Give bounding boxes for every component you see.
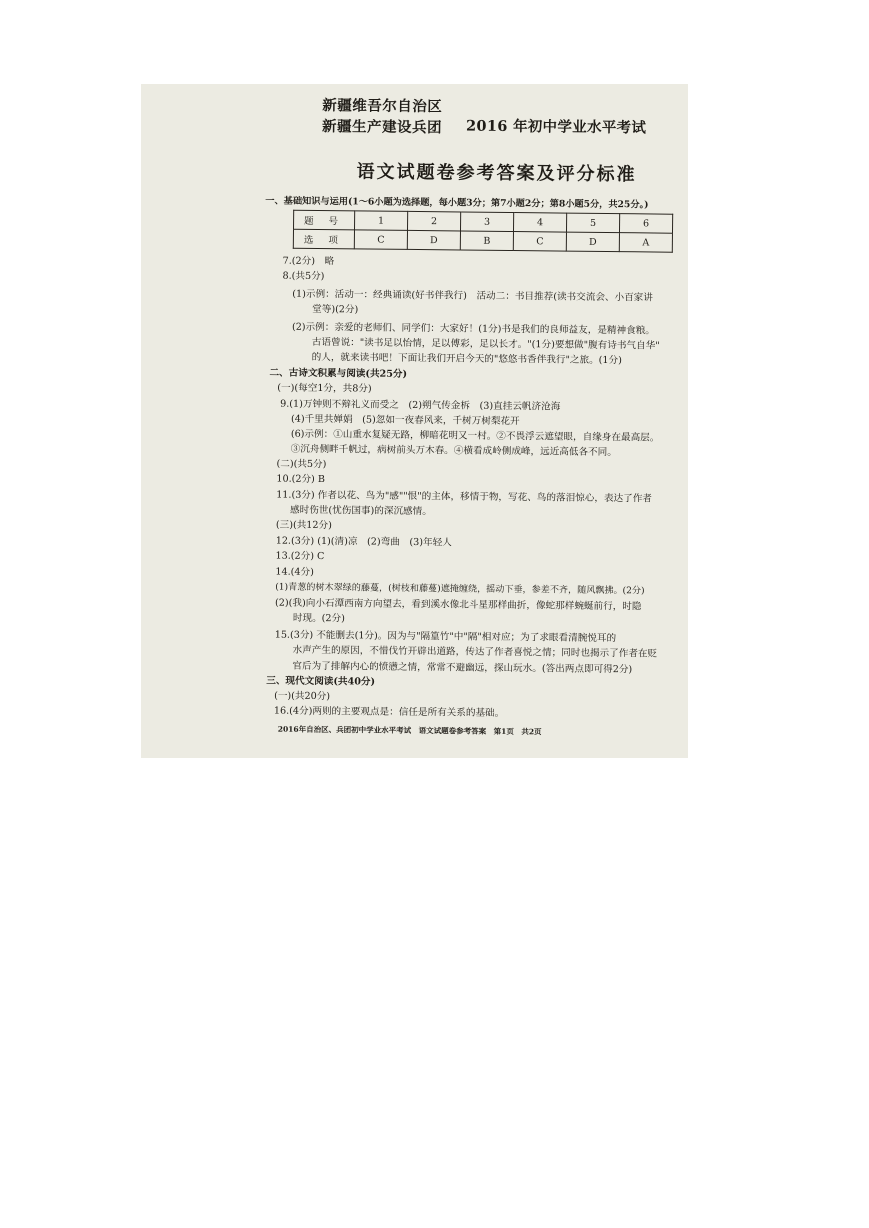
answer-14-2-cont: 时现。(2分) <box>292 612 345 625</box>
answer-16: 16.(4分)两则的主要观点是：信任是所有关系的基础。 <box>273 705 505 719</box>
table-cell: 6 <box>619 214 672 234</box>
table-cell: C <box>354 230 407 250</box>
answer-11: 11.(3分) 作者以花、鸟为"感""恨"的主体，移情于物，写花、鸟的落泪惊心，表达了作者 <box>276 489 652 505</box>
scanned-answer-sheet <box>141 84 688 758</box>
answer-8-1: (1)示例：活动一：经典诵读(好书伴我行) 活动二：书目推荐(读书交流会、小百家讲 <box>292 288 653 304</box>
answer-14: 14.(4分) <box>275 566 314 578</box>
subsection-heading: (三)(共12分) <box>275 519 332 532</box>
table-cell: 1 <box>354 211 407 231</box>
section-2-heading: 二、古诗文积累与阅读(共25分) <box>269 367 408 380</box>
table-cell: A <box>619 233 672 253</box>
scan-content <box>141 84 688 758</box>
table-cell: D <box>407 230 460 250</box>
answer-8-2: (2)示例：亲爱的老师们、同学们：大家好！(1分)书是我们的良师益友，是精神食粮。 <box>291 321 655 337</box>
answer-table <box>293 210 673 253</box>
subsection-heading: (二)(共5分) <box>276 458 327 471</box>
page-footer: 2016年自治区、兵团初中学业水平考试 语文试题卷参考答案 第1页 共2页 <box>277 724 542 737</box>
answer-10: 10.(2分) B <box>276 473 325 486</box>
answer-13: 13.(2分) C <box>275 550 325 563</box>
subsection-heading: (一)(共20分) <box>274 690 331 703</box>
answer-12: 12.(3分) (1)(清)凉 (2)弯曲 (3)年轻人 <box>275 535 452 549</box>
row-label-option: 选 项 <box>293 229 354 249</box>
table-cell: 5 <box>566 213 619 233</box>
answer-15: 15.(3分) 不能删去(1分)。因为与"隔篁竹"中"隔"相对应；为了求眼看清腕悦耳的 <box>274 629 617 645</box>
answer-9-cont: (6)示例：①山重水复疑无路，柳暗花明又一村。②不畏浮云遮望眼，自缘身在最高层。 <box>290 428 660 444</box>
region-bingtuan: 新疆生产建设兵团 <box>321 118 443 137</box>
table-cell: C <box>513 232 566 252</box>
answer-11-cont: 感时伤世(忧伤国事)的深沉感情。 <box>290 504 432 518</box>
answer-9-cont: ③沉舟侧畔千帆过，病树前头万木春。④横看成岭侧成峰，远近高低各不同。 <box>290 443 617 459</box>
answer-14-2: (2)(我)向小石潭西南方向望去，看到溪水像北斗星那样曲折，像蛇那样蜿蜒前行，时隐 <box>275 597 642 613</box>
table-row <box>293 229 672 252</box>
answer-8-2-cont: 古语曾说："读书足以怡情，足以傅彩，足以长才。"(1分)要想做"腹有诗书气自华" <box>311 336 660 352</box>
section-3-heading: 三、现代文阅读(共40分) <box>266 675 376 688</box>
row-label-number: 题 号 <box>294 210 355 230</box>
answer-14-1: (1)青葱的树木翠绿的藤蔓，(树枝和藤蔓)遮掩缠绕，摇动下垂，参差不齐，随风飘拂。(2分) <box>275 582 645 597</box>
subsection-heading: (一)(每空1分，共8分) <box>277 382 372 395</box>
table-cell: 4 <box>513 213 566 233</box>
table-cell: 2 <box>407 211 460 231</box>
exam-regions <box>322 95 442 138</box>
answer-9: 9.(1)万钟则不辩礼义而受之 (2)朔气传金柝 (3)直挂云帆济沧海 <box>280 398 561 413</box>
answer-8: 8.(共5分) <box>282 270 325 283</box>
answer-8-2-cont: 的人，就来读书吧！下面让我们开启今天的"悠悠书香伴我行"之旅。(1分) <box>311 351 622 367</box>
table-cell: B <box>460 231 513 251</box>
answer-7: 7.(2分) 略 <box>282 255 335 268</box>
answer-8-1-cont: 堂等)(2分) <box>312 303 359 316</box>
region-xinjiang: 新疆维吾尔自治区 <box>322 97 443 116</box>
table-cell: 3 <box>460 212 513 232</box>
answer-15-cont: 官后为了排解内心的愤懑之情，常常不避幽远，探山玩水。(答出两点即可得2分) <box>292 660 633 676</box>
exam-name: 2016 年初中学业水平考试 <box>466 117 647 137</box>
answer-9-cont: (4)千里共婵娟 (5)忽如一夜春风来，千树万树梨花开 <box>290 413 520 428</box>
table-cell: D <box>566 232 619 252</box>
answer-15-cont: 水声产生的原因，不惜伐竹开辟出道路，传达了作者喜悦之情；同时也揭示了作者在贬 <box>292 644 658 660</box>
document-title: 语文试题卷参考答案及评分标准 <box>356 161 637 186</box>
section-1-heading: 一、基础知识与运用(1～6小题为选择题，每小题3分；第7小题2分；第8小题5分，共25分。) <box>265 195 649 211</box>
